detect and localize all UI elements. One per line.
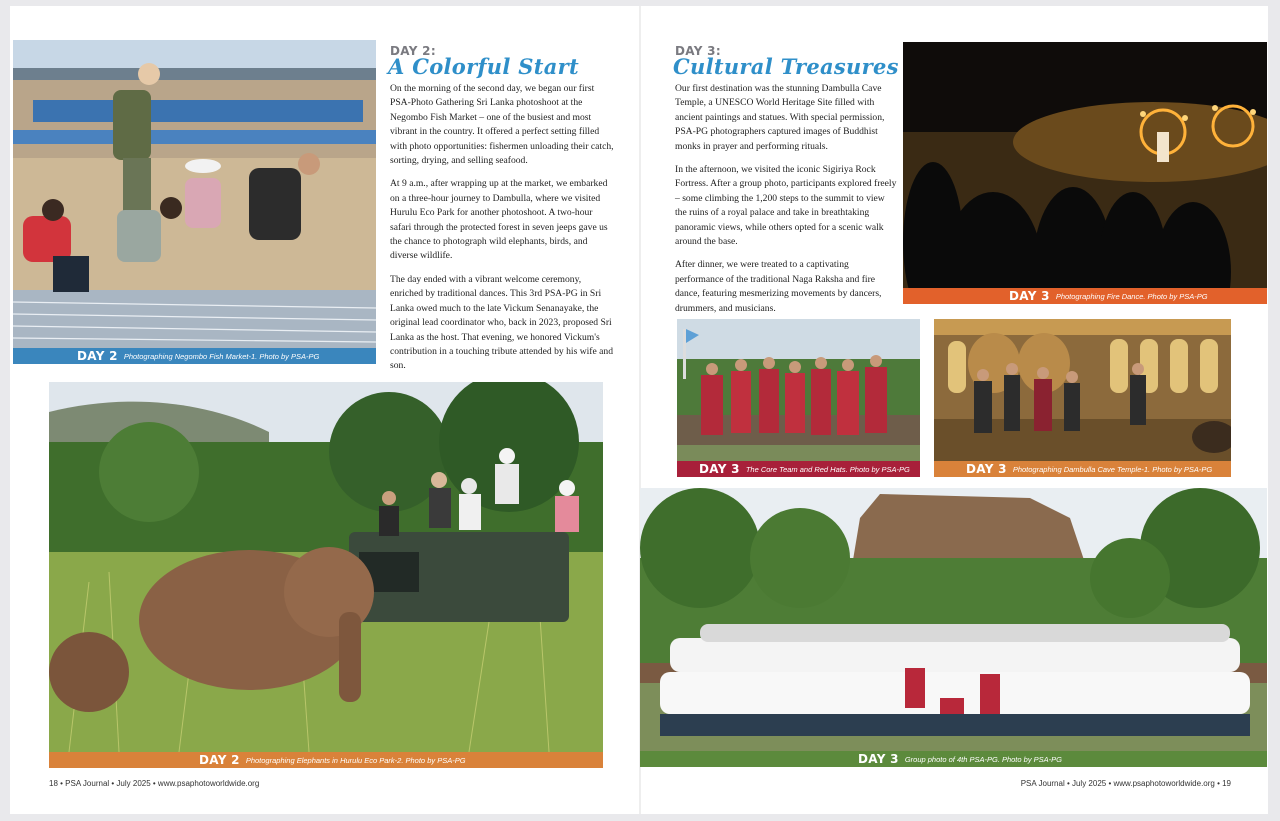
right-page-footer: PSA Journal • July 2025 • www.psaphotoworldwide.org • 19 bbox=[1020, 779, 1231, 788]
day3-body bbox=[675, 82, 897, 325]
day2-paragraph: The day ended with a vibrant welcome ceremony, enriched by traditional dances. This 3rd PSA-PG in Sri Lanka owed much to the late Vickum Senanayake, the original lead coordinator who, back in 2023, proposed Sri Lanka as the host. That evening, we honored Vickum's contribution in a touching tribute attended by his wife and son. bbox=[390, 273, 614, 372]
caption-day-label: DAY 2 bbox=[77, 349, 118, 363]
left-page-footer: 18 • PSA Journal • July 2025 • www.psaphotoworldwide.org bbox=[49, 779, 260, 788]
caption-text: Photographing Elephants in Hurulu Eco Park-2. Photo by PSA-PG bbox=[245, 755, 466, 765]
elephants-photo bbox=[49, 382, 603, 768]
fish-market-photo bbox=[13, 40, 376, 364]
day3-paragraph: In the afternoon, we visited the iconic Sigiriya Rock Fortress. After a group photo, participants explored freely – some climbing the 1,200 steps to the summit to view the ruins of a royal palace and take in breathtaking panoramic views, while others opted for a scenic walk around the base. bbox=[675, 164, 897, 248]
fire-dance-photo bbox=[903, 42, 1267, 304]
day3-headline: Cultural Treasures bbox=[673, 54, 899, 79]
core-team-caption bbox=[677, 461, 920, 477]
fire-dance-caption bbox=[903, 288, 1267, 304]
day3-paragraph: Our first destination was the stunning Dambulla Cave Temple, a UNESCO World Heritage Site filled with ancient paintings and statues. With special permission, PSA-PG photographers captured images of Buddhist monks in prayer and performing rituals. bbox=[675, 83, 885, 152]
group-photo-image bbox=[640, 488, 1267, 767]
day2-paragraph: On the morning of the second day, we began our first PSA-Photo Gathering Sri Lanka photoshoot at the Negombo Fish Market – one of the busiest and most vibrant in the country. It offered a perfect setting filled with photo opportunities: fishermen unloading their catch, sorting, drying, and selling seafood. bbox=[390, 83, 614, 167]
elephants-image bbox=[49, 382, 603, 768]
caption-day-label: DAY 3 bbox=[858, 752, 899, 766]
day2-body bbox=[390, 82, 614, 383]
caption-text: Photographing Dambulla Cave Temple-1. Photo by PSA-PG bbox=[1012, 464, 1213, 474]
day2-kicker: DAY 2: bbox=[390, 44, 436, 58]
fish-market-image bbox=[13, 40, 376, 364]
caption-text: The Core Team and Red Hats. Photo by PSA-PG bbox=[745, 464, 910, 474]
caption-day-label: DAY 2 bbox=[199, 753, 240, 767]
fire-dance-image bbox=[903, 42, 1267, 304]
core-team-photo bbox=[677, 319, 920, 477]
caption-day-label: DAY 3 bbox=[1009, 289, 1050, 303]
cave-temple-photo bbox=[934, 319, 1231, 477]
caption-day-label: DAY 3 bbox=[966, 462, 1007, 476]
day3-kicker: DAY 3: bbox=[675, 44, 721, 58]
caption-day-label: DAY 3 bbox=[699, 462, 740, 476]
caption-text: Photographing Fire Dance. Photo by PSA-PG bbox=[1055, 291, 1208, 301]
caption-text: Photographing Negombo Fish Market-1. Photo by PSA-PG bbox=[123, 351, 320, 361]
cave-temple-image bbox=[934, 319, 1231, 477]
elephants-caption bbox=[49, 752, 603, 768]
cave-temple-caption bbox=[934, 461, 1231, 477]
group-photo-caption bbox=[640, 751, 1267, 767]
group-photo bbox=[640, 488, 1267, 767]
day2-paragraph: At 9 a.m., after wrapping up at the market, we embarked on a three-hour journey to Dambulla, where we visited Hurulu Eco Park for another photoshoot. A two-hour safari through the protected forest in seven jeeps gave us the chance to photograph wild elephants, birds, and diverse wildlife. bbox=[390, 178, 608, 262]
day2-headline: A Colorful Start bbox=[388, 54, 580, 79]
core-team-image bbox=[677, 319, 920, 477]
fish-market-caption bbox=[13, 348, 376, 364]
day3-paragraph: After dinner, we were treated to a captivating performance of the traditional Naga Raksha and fire dance, featuring mesmerizing movements by dancers, drummers, and musicians. bbox=[675, 259, 882, 314]
caption-text: Group photo of 4th PSA-PG. Photo by PSA-PG bbox=[904, 754, 1062, 764]
